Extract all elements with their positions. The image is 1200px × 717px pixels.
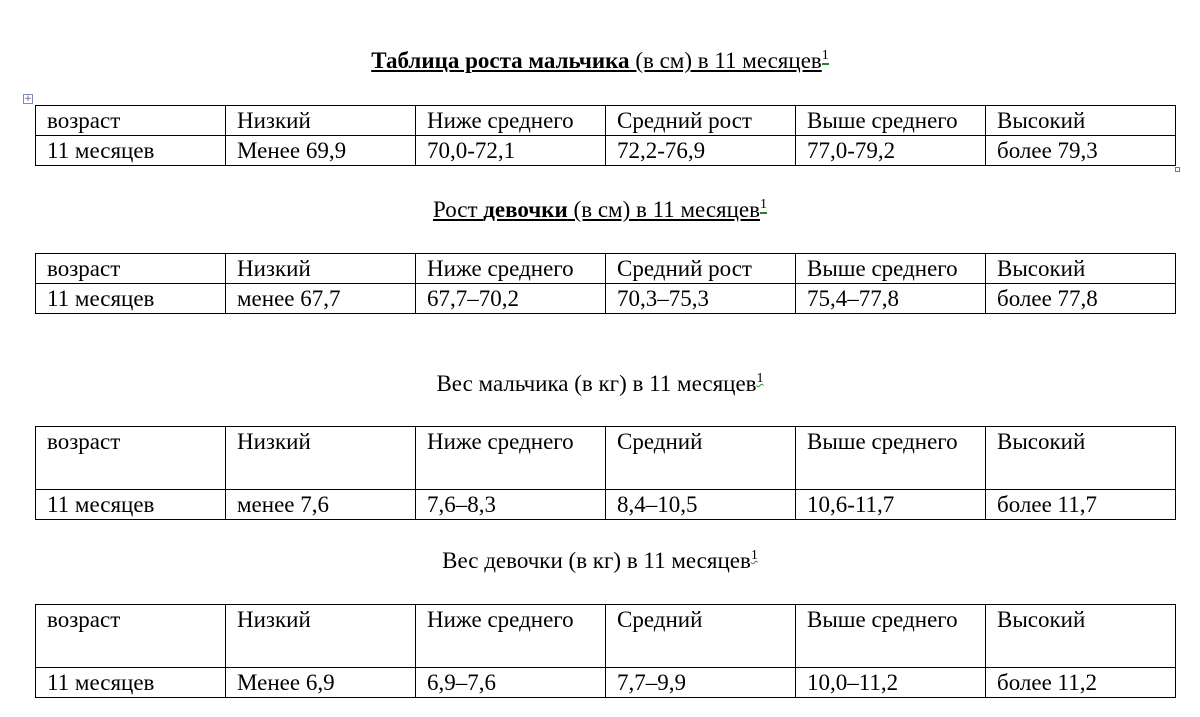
footnote-ref: 1	[750, 548, 758, 563]
title-girl-weight	[0, 547, 1200, 575]
table-cell: более 77,8	[986, 284, 1176, 314]
title-girl-height	[0, 196, 1200, 224]
table-header-row	[36, 427, 1176, 490]
table-row	[36, 490, 1176, 520]
header-cell: Средний	[606, 427, 796, 490]
header-cell: Высокий	[986, 427, 1176, 490]
table-cell: Менее 6,9	[226, 668, 416, 698]
header-cell: Высокий	[986, 605, 1176, 668]
table-cell: менее 7,6	[226, 490, 416, 520]
table-cell: 7,6–8,3	[416, 490, 606, 520]
header-cell: Выше среднего	[796, 427, 986, 490]
table-header-row	[36, 605, 1176, 668]
table-row	[36, 136, 1176, 166]
header-cell: Средний рост	[606, 106, 796, 136]
table-girl-height	[35, 253, 1176, 314]
table-cell: более 11,7	[986, 490, 1176, 520]
header-cell: Низкий	[226, 605, 416, 668]
table-cell: 70,0-72,1	[416, 136, 606, 166]
table-cell: более 79,3	[986, 136, 1176, 166]
title-boy-height	[0, 47, 1200, 75]
table-cell: 70,3–75,3	[606, 284, 796, 314]
table-cell: Менее 69,9	[226, 136, 416, 166]
footnote-ref: 1	[756, 371, 764, 386]
table-boy-weight	[35, 426, 1176, 520]
table-cell: 75,4–77,8	[796, 284, 986, 314]
header-cell: Средний	[606, 605, 796, 668]
table-cell: 11 месяцев	[36, 668, 226, 698]
title-girl-weight-text: Вес девочки (в кг) в 11 месяцев	[442, 548, 751, 573]
table-girl-weight	[35, 604, 1176, 698]
table-row	[36, 284, 1176, 314]
resize-handle-icon[interactable]	[1175, 167, 1180, 172]
title-boy-height-bold: Таблица роста мальчика	[371, 48, 630, 73]
header-cell: возраст	[36, 106, 226, 136]
header-cell: Ниже среднего	[416, 427, 606, 490]
move-handle-icon[interactable]: +	[24, 94, 32, 104]
table-cell: 10,6-11,7	[796, 490, 986, 520]
footnote-ref: 1	[821, 48, 829, 63]
table-cell: 11 месяцев	[36, 490, 226, 520]
header-cell: возраст	[36, 605, 226, 668]
header-cell: Низкий	[226, 254, 416, 284]
title-boy-height-rest: (в см) в 11 месяцев	[629, 48, 822, 73]
title-girl-height-rest: (в см) в 11 месяцев	[567, 197, 760, 222]
footnote-ref: 1	[760, 197, 767, 212]
table-cell: 77,0-79,2	[796, 136, 986, 166]
title-boy-weight	[0, 370, 1200, 398]
table-cell: менее 67,7	[226, 284, 416, 314]
title-girl-height-bold: девочки	[483, 197, 568, 222]
table-row	[36, 668, 1176, 698]
title-boy-weight-text: Вес мальчика (в кг) в 11 месяцев	[436, 371, 757, 396]
table-boy-height	[35, 105, 1176, 166]
header-cell: Высокий	[986, 106, 1176, 136]
header-cell: возраст	[36, 427, 226, 490]
table-cell: 7,7–9,9	[606, 668, 796, 698]
table-cell: 11 месяцев	[36, 284, 226, 314]
table-cell: 10,0–11,2	[796, 668, 986, 698]
header-cell: Низкий	[226, 106, 416, 136]
table-cell: 72,2-76,9	[606, 136, 796, 166]
table-cell: 67,7–70,2	[416, 284, 606, 314]
title-girl-height-a: Рост	[432, 197, 484, 222]
table-cell: 6,9–7,6	[416, 668, 606, 698]
header-cell: Ниже среднего	[416, 254, 606, 284]
header-cell: Выше среднего	[796, 605, 986, 668]
table-header-row	[36, 254, 1176, 284]
table-cell: более 11,2	[986, 668, 1176, 698]
header-cell: Низкий	[226, 427, 416, 490]
header-cell: Средний рост	[606, 254, 796, 284]
header-cell: Высокий	[986, 254, 1176, 284]
header-cell: Выше среднего	[796, 106, 986, 136]
table-cell: 11 месяцев	[36, 136, 226, 166]
table-header-row	[36, 106, 1176, 136]
header-cell: Ниже среднего	[416, 605, 606, 668]
header-cell: Выше среднего	[796, 254, 986, 284]
header-cell: Ниже среднего	[416, 106, 606, 136]
table-cell: 8,4–10,5	[606, 490, 796, 520]
header-cell: возраст	[36, 254, 226, 284]
